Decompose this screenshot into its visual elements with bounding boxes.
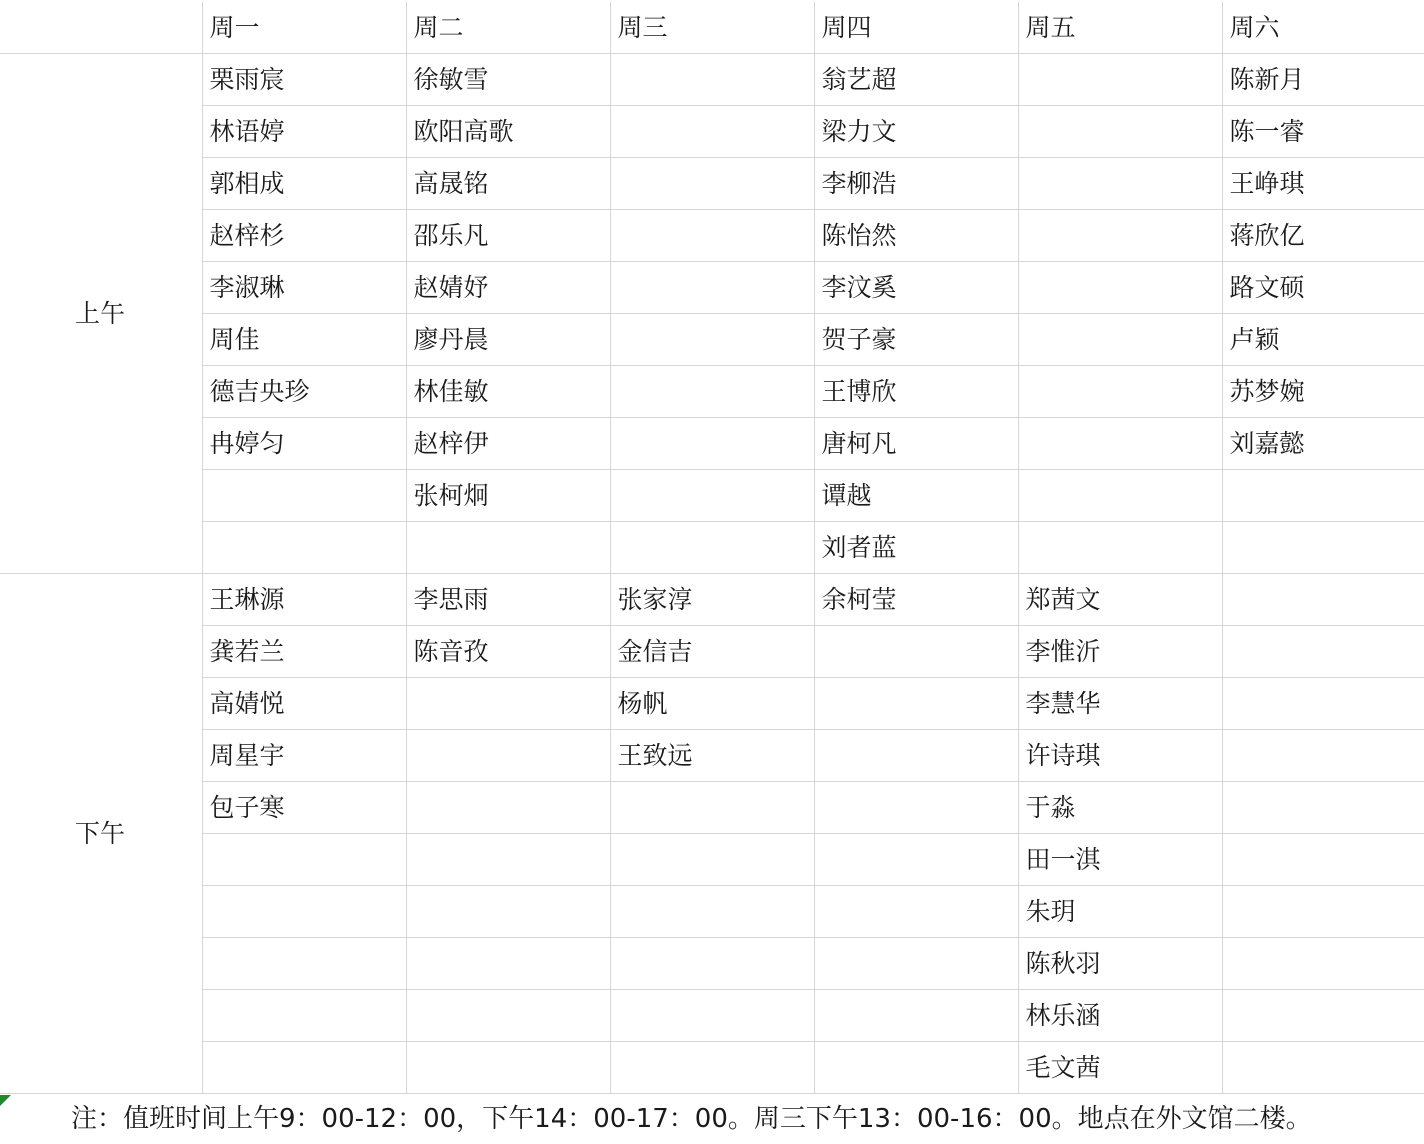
name-cell[interactable]: [1222, 522, 1424, 574]
name-cell[interactable]: [610, 418, 814, 470]
table-row: [0, 54, 1424, 106]
name-cell[interactable]: 刘嘉懿: [1222, 418, 1424, 470]
table-row: [0, 522, 1424, 574]
name-cell[interactable]: 龚若兰: [202, 626, 406, 678]
table-row: [0, 158, 1424, 210]
name-cell[interactable]: [1018, 262, 1222, 314]
name-cell[interactable]: [814, 886, 1018, 938]
name-cell[interactable]: [1222, 730, 1424, 782]
day-header-cell[interactable]: 周三: [610, 2, 814, 54]
name-cell[interactable]: [610, 1042, 814, 1094]
period-label-cell[interactable]: 下午: [0, 574, 202, 1094]
name-cell[interactable]: 王博欣: [814, 366, 1018, 418]
name-cell[interactable]: 田一淇: [1018, 834, 1222, 886]
name-cell[interactable]: [1222, 470, 1424, 522]
name-cell[interactable]: 包子寒: [202, 782, 406, 834]
name-cell[interactable]: [1018, 54, 1222, 106]
day-header-cell[interactable]: 周四: [814, 2, 1018, 54]
name-cell[interactable]: 刘者蓝: [814, 522, 1018, 574]
name-cell[interactable]: 余柯莹: [814, 574, 1018, 626]
name-cell[interactable]: [1222, 678, 1424, 730]
name-cell[interactable]: 毛文茜: [1018, 1042, 1222, 1094]
name-cell[interactable]: 赵梓杉: [202, 210, 406, 262]
name-cell[interactable]: 李汶奚: [814, 262, 1018, 314]
name-cell[interactable]: [814, 678, 1018, 730]
name-cell[interactable]: [814, 834, 1018, 886]
name-cell[interactable]: [1018, 418, 1222, 470]
name-cell[interactable]: 苏梦婉: [1222, 366, 1424, 418]
name-cell[interactable]: 陈秋羽: [1018, 938, 1222, 990]
name-cell[interactable]: [610, 938, 814, 990]
name-cell[interactable]: 郑茜文: [1018, 574, 1222, 626]
name-cell[interactable]: 周星宇: [202, 730, 406, 782]
name-cell[interactable]: 李思雨: [406, 574, 610, 626]
name-cell[interactable]: [406, 1042, 610, 1094]
table-row: [0, 314, 1424, 366]
table-row: [0, 990, 1424, 1042]
name-cell[interactable]: 栗雨宸: [202, 54, 406, 106]
name-cell[interactable]: 王峥琪: [1222, 158, 1424, 210]
table-row: [0, 834, 1424, 886]
name-cell[interactable]: [202, 990, 406, 1042]
name-cell[interactable]: [610, 522, 814, 574]
table-row: [0, 678, 1424, 730]
name-cell[interactable]: 陈音孜: [406, 626, 610, 678]
name-cell[interactable]: [202, 886, 406, 938]
corner-cell[interactable]: [0, 2, 202, 54]
name-cell[interactable]: 翁艺超: [814, 54, 1018, 106]
name-cell[interactable]: 谭越: [814, 470, 1018, 522]
name-cell[interactable]: [1222, 1042, 1424, 1094]
name-cell[interactable]: [1018, 158, 1222, 210]
note-cell[interactable]: 注：值班时间上午9：00-12：00，下午14：00-17：00。周三下午13：00-16：00。地点在外文馆二楼。: [71, 1104, 1312, 1134]
name-cell[interactable]: [202, 938, 406, 990]
table-row: [0, 730, 1424, 782]
name-cell[interactable]: 郭相成: [202, 158, 406, 210]
name-cell[interactable]: 张柯炯: [406, 470, 610, 522]
name-cell[interactable]: [1222, 990, 1424, 1042]
table-row: [0, 782, 1424, 834]
table-row: [0, 470, 1424, 522]
name-cell[interactable]: [610, 314, 814, 366]
name-cell[interactable]: 王琳源: [202, 574, 406, 626]
name-cell[interactable]: [610, 366, 814, 418]
name-cell[interactable]: 赵梓伊: [406, 418, 610, 470]
name-cell[interactable]: 朱玥: [1018, 886, 1222, 938]
name-cell[interactable]: [1018, 366, 1222, 418]
name-cell[interactable]: [814, 990, 1018, 1042]
name-cell[interactable]: [610, 834, 814, 886]
name-cell[interactable]: [814, 626, 1018, 678]
name-cell[interactable]: [814, 938, 1018, 990]
name-cell[interactable]: 李惟沂: [1018, 626, 1222, 678]
name-cell[interactable]: 杨帆: [610, 678, 814, 730]
name-cell[interactable]: [610, 782, 814, 834]
table-row: [0, 210, 1424, 262]
name-cell[interactable]: [1222, 886, 1424, 938]
day-header-cell[interactable]: 周五: [1018, 2, 1222, 54]
table-row: [0, 886, 1424, 938]
header-row: [0, 2, 1424, 54]
name-cell[interactable]: 李柳浩: [814, 158, 1018, 210]
name-cell[interactable]: 许诗琪: [1018, 730, 1222, 782]
table-row: [0, 626, 1424, 678]
name-cell[interactable]: [1018, 314, 1222, 366]
name-cell[interactable]: 陈新月: [1222, 54, 1424, 106]
name-cell[interactable]: 卢颖: [1222, 314, 1424, 366]
name-cell[interactable]: [202, 834, 406, 886]
table-row: [0, 106, 1424, 158]
day-header-cell[interactable]: 周二: [406, 2, 610, 54]
table-body: [0, 2, 1424, 1094]
name-cell[interactable]: [406, 782, 610, 834]
name-cell[interactable]: 冉婷匀: [202, 418, 406, 470]
name-cell[interactable]: 赵婧妤: [406, 262, 610, 314]
name-cell[interactable]: [406, 678, 610, 730]
name-cell[interactable]: [1018, 210, 1222, 262]
name-cell[interactable]: [406, 730, 610, 782]
name-cell[interactable]: 林佳敏: [406, 366, 610, 418]
name-cell[interactable]: [1222, 834, 1424, 886]
name-cell[interactable]: 唐柯凡: [814, 418, 1018, 470]
name-cell[interactable]: 李淑琳: [202, 262, 406, 314]
name-cell[interactable]: 路文硕: [1222, 262, 1424, 314]
name-cell[interactable]: [202, 522, 406, 574]
name-cell[interactable]: 林语婷: [202, 106, 406, 158]
name-cell[interactable]: [610, 54, 814, 106]
name-cell[interactable]: 廖丹晨: [406, 314, 610, 366]
name-cell[interactable]: 邵乐凡: [406, 210, 610, 262]
table-row: [0, 574, 1424, 626]
name-cell[interactable]: [202, 470, 406, 522]
name-cell[interactable]: [1222, 938, 1424, 990]
table-row: [0, 938, 1424, 990]
name-cell[interactable]: [814, 782, 1018, 834]
name-cell[interactable]: 高晟铭: [406, 158, 610, 210]
name-cell[interactable]: [814, 730, 1018, 782]
name-cell[interactable]: [1018, 106, 1222, 158]
name-cell[interactable]: 于淼: [1018, 782, 1222, 834]
name-cell[interactable]: 贺子豪: [814, 314, 1018, 366]
name-cell[interactable]: 陈一睿: [1222, 106, 1424, 158]
name-cell[interactable]: 梁力文: [814, 106, 1018, 158]
day-header-cell[interactable]: 周六: [1222, 2, 1424, 54]
name-cell[interactable]: [202, 1042, 406, 1094]
name-cell[interactable]: [406, 990, 610, 1042]
name-cell[interactable]: [1222, 626, 1424, 678]
name-cell[interactable]: 金信吉: [610, 626, 814, 678]
name-cell[interactable]: 张家淳: [610, 574, 814, 626]
name-cell[interactable]: 蒋欣亿: [1222, 210, 1424, 262]
duty-schedule-table: [0, 2, 1424, 1094]
name-cell[interactable]: 王致远: [610, 730, 814, 782]
name-cell[interactable]: 徐敏雪: [406, 54, 610, 106]
table-row: [0, 262, 1424, 314]
name-cell[interactable]: [610, 886, 814, 938]
table-row: [0, 1042, 1424, 1094]
name-cell[interactable]: [610, 990, 814, 1042]
name-cell[interactable]: [610, 470, 814, 522]
name-cell[interactable]: [1222, 782, 1424, 834]
name-cell[interactable]: [406, 834, 610, 886]
name-cell[interactable]: [1018, 470, 1222, 522]
day-header-cell[interactable]: 周一: [202, 2, 406, 54]
name-cell[interactable]: [406, 522, 610, 574]
name-cell[interactable]: 欧阳高歌: [406, 106, 610, 158]
table-row: [0, 366, 1424, 418]
period-label-cell[interactable]: 上午: [0, 54, 202, 574]
name-cell[interactable]: [406, 938, 610, 990]
name-cell[interactable]: 高婧悦: [202, 678, 406, 730]
name-cell[interactable]: [406, 886, 610, 938]
name-cell[interactable]: [610, 158, 814, 210]
name-cell[interactable]: 周佳: [202, 314, 406, 366]
name-cell[interactable]: [1018, 522, 1222, 574]
name-cell[interactable]: 德吉央珍: [202, 366, 406, 418]
name-cell[interactable]: 林乐涵: [1018, 990, 1222, 1042]
table-row: [0, 418, 1424, 470]
name-cell[interactable]: 李慧华: [1018, 678, 1222, 730]
name-cell[interactable]: [814, 1042, 1018, 1094]
name-cell[interactable]: [610, 210, 814, 262]
name-cell[interactable]: [1222, 574, 1424, 626]
name-cell[interactable]: [610, 106, 814, 158]
name-cell[interactable]: 陈怡然: [814, 210, 1018, 262]
name-cell[interactable]: [610, 262, 814, 314]
